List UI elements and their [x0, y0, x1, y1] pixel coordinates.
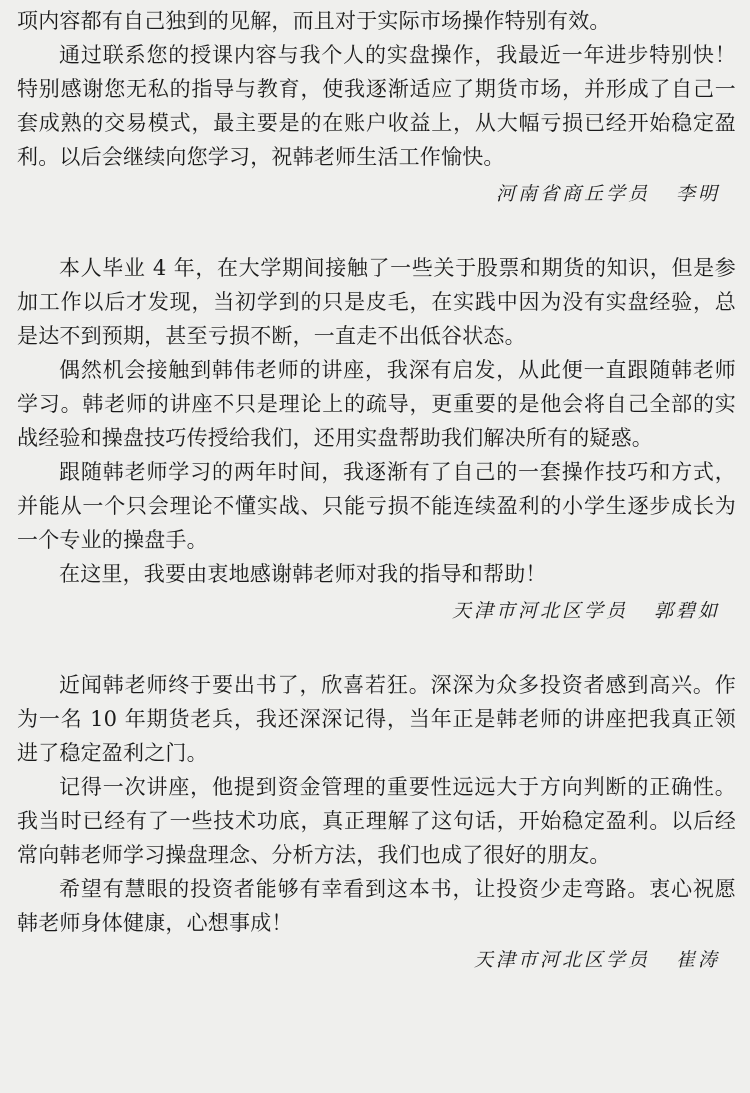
paragraph: 希望有慧眼的投资者能够有幸看到这本书，让投资少走弯路。衷心祝愿韩老师身体健康，心想事成！ [17, 877, 736, 935]
testimonial-2 [17, 251, 736, 628]
signature-name: 郭碧如 [653, 600, 720, 622]
paragraph: 在这里，我要由衷地感谢韩老师对我的指导和帮助！ [59, 562, 547, 586]
paragraph: 记得一次讲座，他提到资金管理的重要性远远大于方向判断的正确性。我当时已经有了一些技术功底，真正理解了这句话，开始稳定盈利。以后经常向韩老师学习操盘理念、分析方法，我们也成了很好的朋友。 [17, 775, 736, 867]
signature-place: 河南省商丘学员 [495, 183, 650, 205]
paragraph: 本人毕业 4 年，在大学期间接触了一些关于股票和期货的知识，但是参加工作以后才发现，当初学到的只是皮毛，在实践中因为没有实盘经验，总是达不到预期，甚至亏损不断，一直走不出低谷状态。 [17, 256, 736, 348]
signature-place: 天津市河北区学员 [473, 949, 650, 971]
signature-name: 崔涛 [675, 949, 720, 971]
paragraph: 跟随韩老师学习的两年时间，我逐渐有了自己的一套操作技巧和方式，并能从一个只会理论不懂实战、只能亏损不能连续盈利的小学生逐步成长为一个专业的操盘手。 [17, 460, 736, 552]
signature-name: 李明 [675, 183, 720, 205]
paragraph: 项内容都有自己独到的见解，而且对于实际市场操作特别有效。 [17, 9, 611, 33]
testimonial-3 [17, 668, 736, 977]
paragraph: 偶然机会接触到韩伟老师的讲座，我深有启发，从此便一直跟随韩老师学习。韩老师的讲座不只是理论上的疏导，更重要的是他会将自己全部的实战经验和操盘技巧传授给我们，还用实盘帮助我们解决所有的疑惑。 [17, 358, 736, 450]
signature [17, 943, 736, 977]
signature [17, 177, 736, 211]
signature-place: 天津市河北区学员 [451, 600, 628, 622]
testimonial-1 [17, 4, 736, 211]
signature [17, 594, 736, 628]
section-gap [17, 628, 736, 668]
paragraph: 通过联系您的授课内容与我个人的实盘操作，我最近一年进步特别快！特别感谢您无私的指导与教育，使我逐渐适应了期货市场，并形成了自己一套成熟的交易模式，最主要是的在账户收益上，从大幅亏损已经开始稳定盈利。以后会继续向您学习，祝韩老师生活工作愉快。 [17, 43, 736, 169]
section-gap [17, 211, 736, 251]
paragraph: 近闻韩老师终于要出书了，欣喜若狂。深深为众多投资者感到高兴。作为一名 10 年期货老兵，我还深深记得，当年正是韩老师的讲座把我真正领进了稳定盈利之门。 [17, 673, 736, 765]
